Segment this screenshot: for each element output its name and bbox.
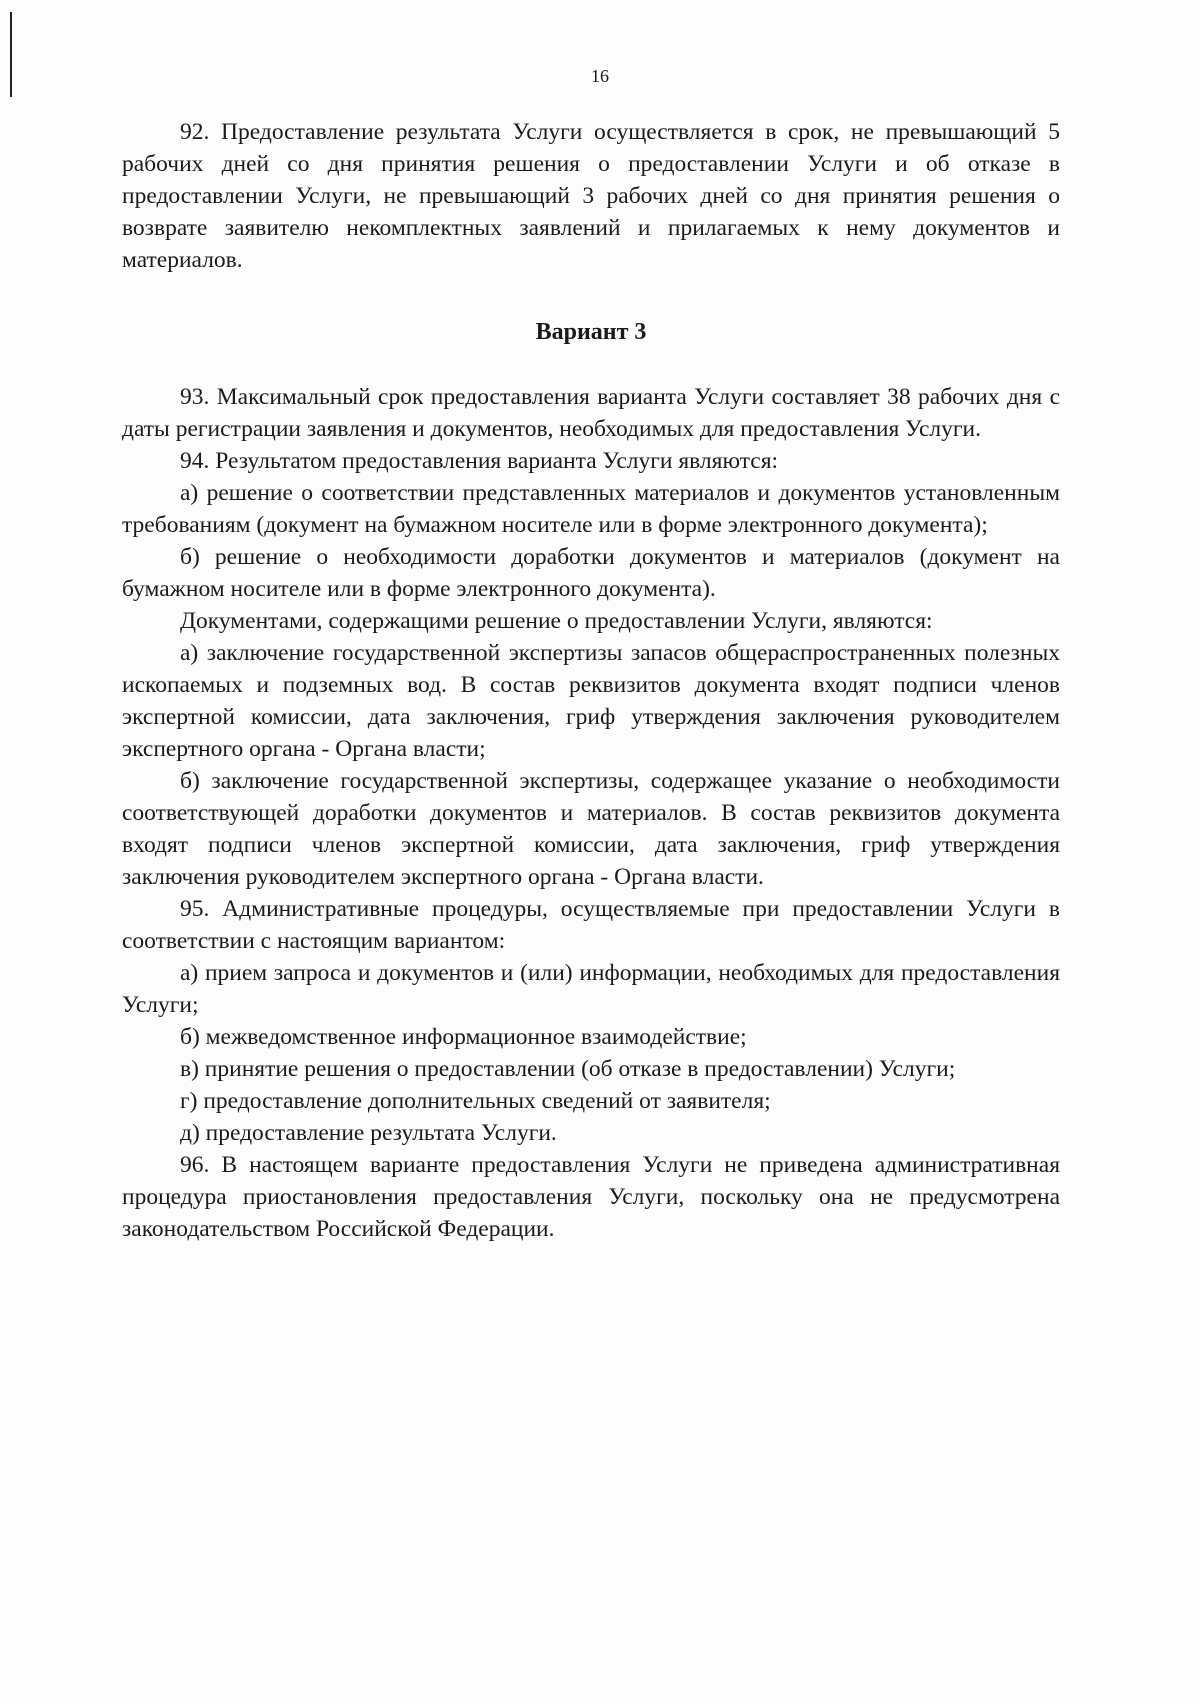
document-body bbox=[122, 116, 1060, 1245]
paragraph-documents-intro: Документами, содержащими решение о предоставлении Услуги, являются: bbox=[180, 608, 933, 634]
paragraph-documents-a: а) заключение государственной экспертизы запасов общераспространенных полезных ископаемых и подземных вод. В состав реквизитов документа входят подписи членов экспертной комиссии, дата заключения, гриф утверждения заключения руководителем экспертного органа - Органа власти; bbox=[122, 640, 1060, 762]
section-heading: Вариант 3 bbox=[535, 319, 647, 345]
paragraph-94: 94. Результатом предоставления варианта Услуги являются: bbox=[180, 448, 779, 474]
paragraph-94-a: а) решение о соответствии представленных материалов и документов установленным требованиям (документ на бумажном носителе или в форме электронного документа); bbox=[122, 480, 1060, 538]
paragraph-93: 93. Максимальный срок предоставления варианта Услуги составляет 38 рабочих дня с даты регистрации заявления и документов, необходимых для предоставления Услуги. bbox=[122, 384, 1060, 442]
page-number: 16 bbox=[591, 66, 609, 86]
paragraph-documents-b: б) заключение государственной экспертизы, содержащее указание о необходимости соответствующей доработки документов и материалов. В состав реквизитов документа входят подписи членов экспертной комиссии, дата заключения, гриф утверждения заключения руководителем экспертного органа - Органа власти. bbox=[122, 768, 1060, 890]
paragraph-94-b: б) решение о необходимости доработки документов и материалов (документ на бумажном носителе или в форме электронного документа). bbox=[122, 544, 1060, 602]
paragraph-95-v: в) принятие решения о предоставлении (об отказе в предоставлении) Услуги; bbox=[180, 1056, 956, 1082]
paragraph-95-d: д) предоставление результата Услуги. bbox=[180, 1120, 557, 1146]
paragraph-95-a: а) прием запроса и документов и (или) информации, необходимых для предоставления Услуги; bbox=[122, 960, 1060, 1018]
paragraph-95: 95. Административные процедуры, осуществляемые при предоставлении Услуги в соответствии с настоящим вариантом: bbox=[122, 896, 1060, 954]
paragraph-92: 92. Предоставление результата Услуги осуществляется в срок, не превышающий 5 рабочих дней со дня принятия решения о предоставлении Услуги и об отказе в предоставлении Услуги, не превышающий 3 рабочих дней со дня принятия решения о возврате заявителю некомплектных заявлений и прилагаемых к нему документов и материалов. bbox=[122, 119, 1060, 273]
paragraph-95-g: г) предоставление дополнительных сведений от заявителя; bbox=[180, 1088, 771, 1114]
paragraph-95-b: б) межведомственное информационное взаимодействие; bbox=[180, 1024, 747, 1050]
paragraph-96: 96. В настоящем варианте предоставления Услуги не приведена административная процедура приостановления предоставления Услуги, поскольку она не предусмотрена законодательством Российской Федерации. bbox=[122, 1152, 1060, 1242]
